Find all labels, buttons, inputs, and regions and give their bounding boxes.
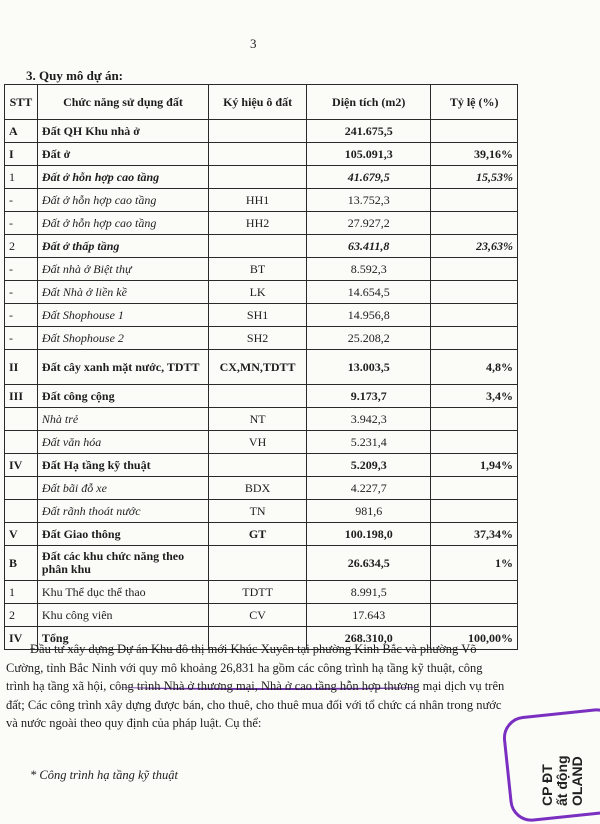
cell-plot-code: SH2 [209, 327, 307, 350]
header-ratio: Tỷ lệ (%) [431, 85, 518, 120]
cell-plot-code: HH2 [209, 212, 307, 235]
table-row [5, 235, 518, 258]
cell-plot-code: BDX [209, 477, 307, 500]
cell-function: Đất ở [37, 143, 208, 166]
stamp-line-2: ất động [554, 755, 570, 806]
cell-ratio [431, 327, 518, 350]
cell-stt: 1 [5, 166, 38, 189]
cell-function: Đất Giao thông [37, 523, 208, 546]
cell-ratio [431, 408, 518, 431]
cell-plot-code: HH1 [209, 189, 307, 212]
table-row [5, 212, 518, 235]
cell-stt: - [5, 189, 38, 212]
cell-function: Nhà trẻ [37, 408, 208, 431]
cell-area: 5.209,3 [307, 454, 431, 477]
cell-area: 25.208,2 [307, 327, 431, 350]
cell-stt: - [5, 258, 38, 281]
cell-area: 63.411,8 [307, 235, 431, 258]
table-row [5, 581, 518, 604]
cell-stt: A [5, 120, 38, 143]
cell-ratio [431, 258, 518, 281]
cell-area: 14.654,5 [307, 281, 431, 304]
stamp-line-1: CP ĐT [539, 764, 555, 806]
cell-ratio [431, 477, 518, 500]
cell-area: 14.956,8 [307, 304, 431, 327]
cell-ratio: 100,00% [431, 627, 518, 650]
header-area: Diện tích (m2) [307, 85, 431, 120]
cell-stt: - [5, 304, 38, 327]
cell-ratio [431, 581, 518, 604]
cell-ratio [431, 604, 518, 627]
cell-function: Đất cây xanh mặt nước, TDTT [37, 350, 208, 385]
cell-plot-code [209, 385, 307, 408]
cell-ratio [431, 431, 518, 454]
cell-ratio [431, 304, 518, 327]
table-row [5, 281, 518, 304]
cell-area: 27.927,2 [307, 212, 431, 235]
cell-function: Đất ở thấp tầng [37, 235, 208, 258]
cell-area: 241.675,5 [307, 120, 431, 143]
cell-ratio: 3,4% [431, 385, 518, 408]
cell-plot-code: CV [209, 604, 307, 627]
cell-ratio: 37,34% [431, 523, 518, 546]
cell-plot-code [209, 143, 307, 166]
table-row [5, 523, 518, 546]
cell-function: Đất các khu chức năng theo phân khu [37, 546, 208, 581]
cell-stt: - [5, 281, 38, 304]
cell-area: 17.643 [307, 604, 431, 627]
cell-ratio [431, 281, 518, 304]
header-stt: STT [5, 85, 38, 120]
cell-ratio: 23,63% [431, 235, 518, 258]
cell-area: 13.003,5 [307, 350, 431, 385]
cell-area: 9.173,7 [307, 385, 431, 408]
cell-ratio: 1% [431, 546, 518, 581]
cell-ratio [431, 189, 518, 212]
cell-stt [5, 408, 38, 431]
cell-stt: B [5, 546, 38, 581]
cell-stt: II [5, 350, 38, 385]
bullet-item: * Công trình hạ tầng kỹ thuật [30, 768, 178, 782]
header-function: Chức năng sử dụng đất [37, 85, 208, 120]
cell-plot-code: BT [209, 258, 307, 281]
cell-function: Khu công viên [37, 604, 208, 627]
table-row [5, 350, 518, 385]
cell-function: Đất ở hỗn hợp cao tầng [37, 189, 208, 212]
table-row [5, 189, 518, 212]
cell-ratio: 4,8% [431, 350, 518, 385]
cell-function: Khu Thể dục thể thao [37, 581, 208, 604]
cell-plot-code: SH1 [209, 304, 307, 327]
cell-area: 4.227,7 [307, 477, 431, 500]
cell-stt: IV [5, 454, 38, 477]
table-row [5, 500, 518, 523]
cell-stt [5, 477, 38, 500]
cell-stt: 2 [5, 235, 38, 258]
cell-area: 3.942,3 [307, 408, 431, 431]
table-row [5, 546, 518, 581]
table-row [5, 166, 518, 189]
cell-stt [5, 500, 38, 523]
table-body [5, 120, 518, 650]
cell-area: 8.991,5 [307, 581, 431, 604]
cell-stt: V [5, 523, 38, 546]
cell-ratio: 1,94% [431, 454, 518, 477]
cell-stt: 1 [5, 581, 38, 604]
cell-function: Đất Hạ tầng kỹ thuật [37, 454, 208, 477]
cell-function: Đất ở hỗn hợp cao tầng [37, 212, 208, 235]
cell-function: Đất Shophouse 2 [37, 327, 208, 350]
table-header-row [5, 85, 518, 120]
cell-plot-code: LK [209, 281, 307, 304]
cell-plot-code [209, 166, 307, 189]
cell-function: Tổng [37, 627, 208, 650]
table-row [5, 120, 518, 143]
header-plot-code: Ký hiệu ô đất [209, 85, 307, 120]
stamp-line-3: OLAND [569, 756, 585, 806]
cell-plot-code: GT [209, 523, 307, 546]
cell-area: 5.231,4 [307, 431, 431, 454]
cell-plot-code [209, 546, 307, 581]
cell-function: Đất Nhà ở liền kề [37, 281, 208, 304]
cell-stt: I [5, 143, 38, 166]
table-row [5, 304, 518, 327]
stamp-text [539, 716, 585, 806]
table-row [5, 454, 518, 477]
cell-function: Đất ở hỗn hợp cao tầng [37, 166, 208, 189]
cell-plot-code [209, 454, 307, 477]
cell-area: 105.091,3 [307, 143, 431, 166]
cell-plot-code: TDTT [209, 581, 307, 604]
land-use-table [4, 84, 518, 650]
cell-function: Đất bãi đỗ xe [37, 477, 208, 500]
cell-area: 100.198,0 [307, 523, 431, 546]
cell-stt [5, 431, 38, 454]
cell-area: 41.679,5 [307, 166, 431, 189]
cell-ratio: 15,53% [431, 166, 518, 189]
table-row [5, 604, 518, 627]
cell-function: Đất rãnh thoát nước [37, 500, 208, 523]
cell-stt: III [5, 385, 38, 408]
cell-area: 981,6 [307, 500, 431, 523]
cell-plot-code: CX,MN,TDTT [209, 350, 307, 385]
table-row [5, 431, 518, 454]
cell-area: 8.592,3 [307, 258, 431, 281]
cell-function: Đất văn hóa [37, 431, 208, 454]
table-row [5, 385, 518, 408]
table-row [5, 258, 518, 281]
cell-plot-code: NT [209, 408, 307, 431]
cell-ratio: 39,16% [431, 143, 518, 166]
cell-stt: 2 [5, 604, 38, 627]
cell-area: 13.752,3 [307, 189, 431, 212]
cell-function: Đất QH Khu nhà ở [37, 120, 208, 143]
section-title: 3. Quy mô dự án: [26, 68, 124, 83]
cell-plot-code: VH [209, 431, 307, 454]
table-row [5, 408, 518, 431]
cell-stt: IV [5, 627, 38, 650]
cell-ratio [431, 120, 518, 143]
page-number: 3 [250, 36, 257, 51]
cell-stt: - [5, 212, 38, 235]
table-row [5, 143, 518, 166]
cell-area: 26.634,5 [307, 546, 431, 581]
cell-function: Đất nhà ở Biệt thự [37, 258, 208, 281]
cell-ratio [431, 500, 518, 523]
cell-ratio [431, 212, 518, 235]
cell-function: Đất công cộng [37, 385, 208, 408]
table-row [5, 327, 518, 350]
cell-plot-code [209, 235, 307, 258]
table-row [5, 477, 518, 500]
cell-function: Đất Shophouse 1 [37, 304, 208, 327]
cell-area: 268.310,0 [307, 627, 431, 650]
cell-stt: - [5, 327, 38, 350]
cell-plot-code: TN [209, 500, 307, 523]
description-paragraph: Đầu tư xây dựng Dự án Khu đô thị mới Khúc Xuyên tại phường Kinh Bắc và phường Võ Cường, tỉnh Bắc Ninh với quy mô khoảng 26,831 ha gồm các công trình hạ tầng kỹ thuật, công trình hạ tầng xã hội, công trình Nhà ở thương mại, Nhà ở cao tầng hỗn hợp thương mại dịch vụ trên đất; Các công trình xây dựng được bán, cho thuê, cho thuê mua đối với tổ chức cá nhân trong nước và nước ngoài theo quy định của pháp luật. Cụ thể: [6, 642, 505, 730]
cell-plot-code [209, 120, 307, 143]
